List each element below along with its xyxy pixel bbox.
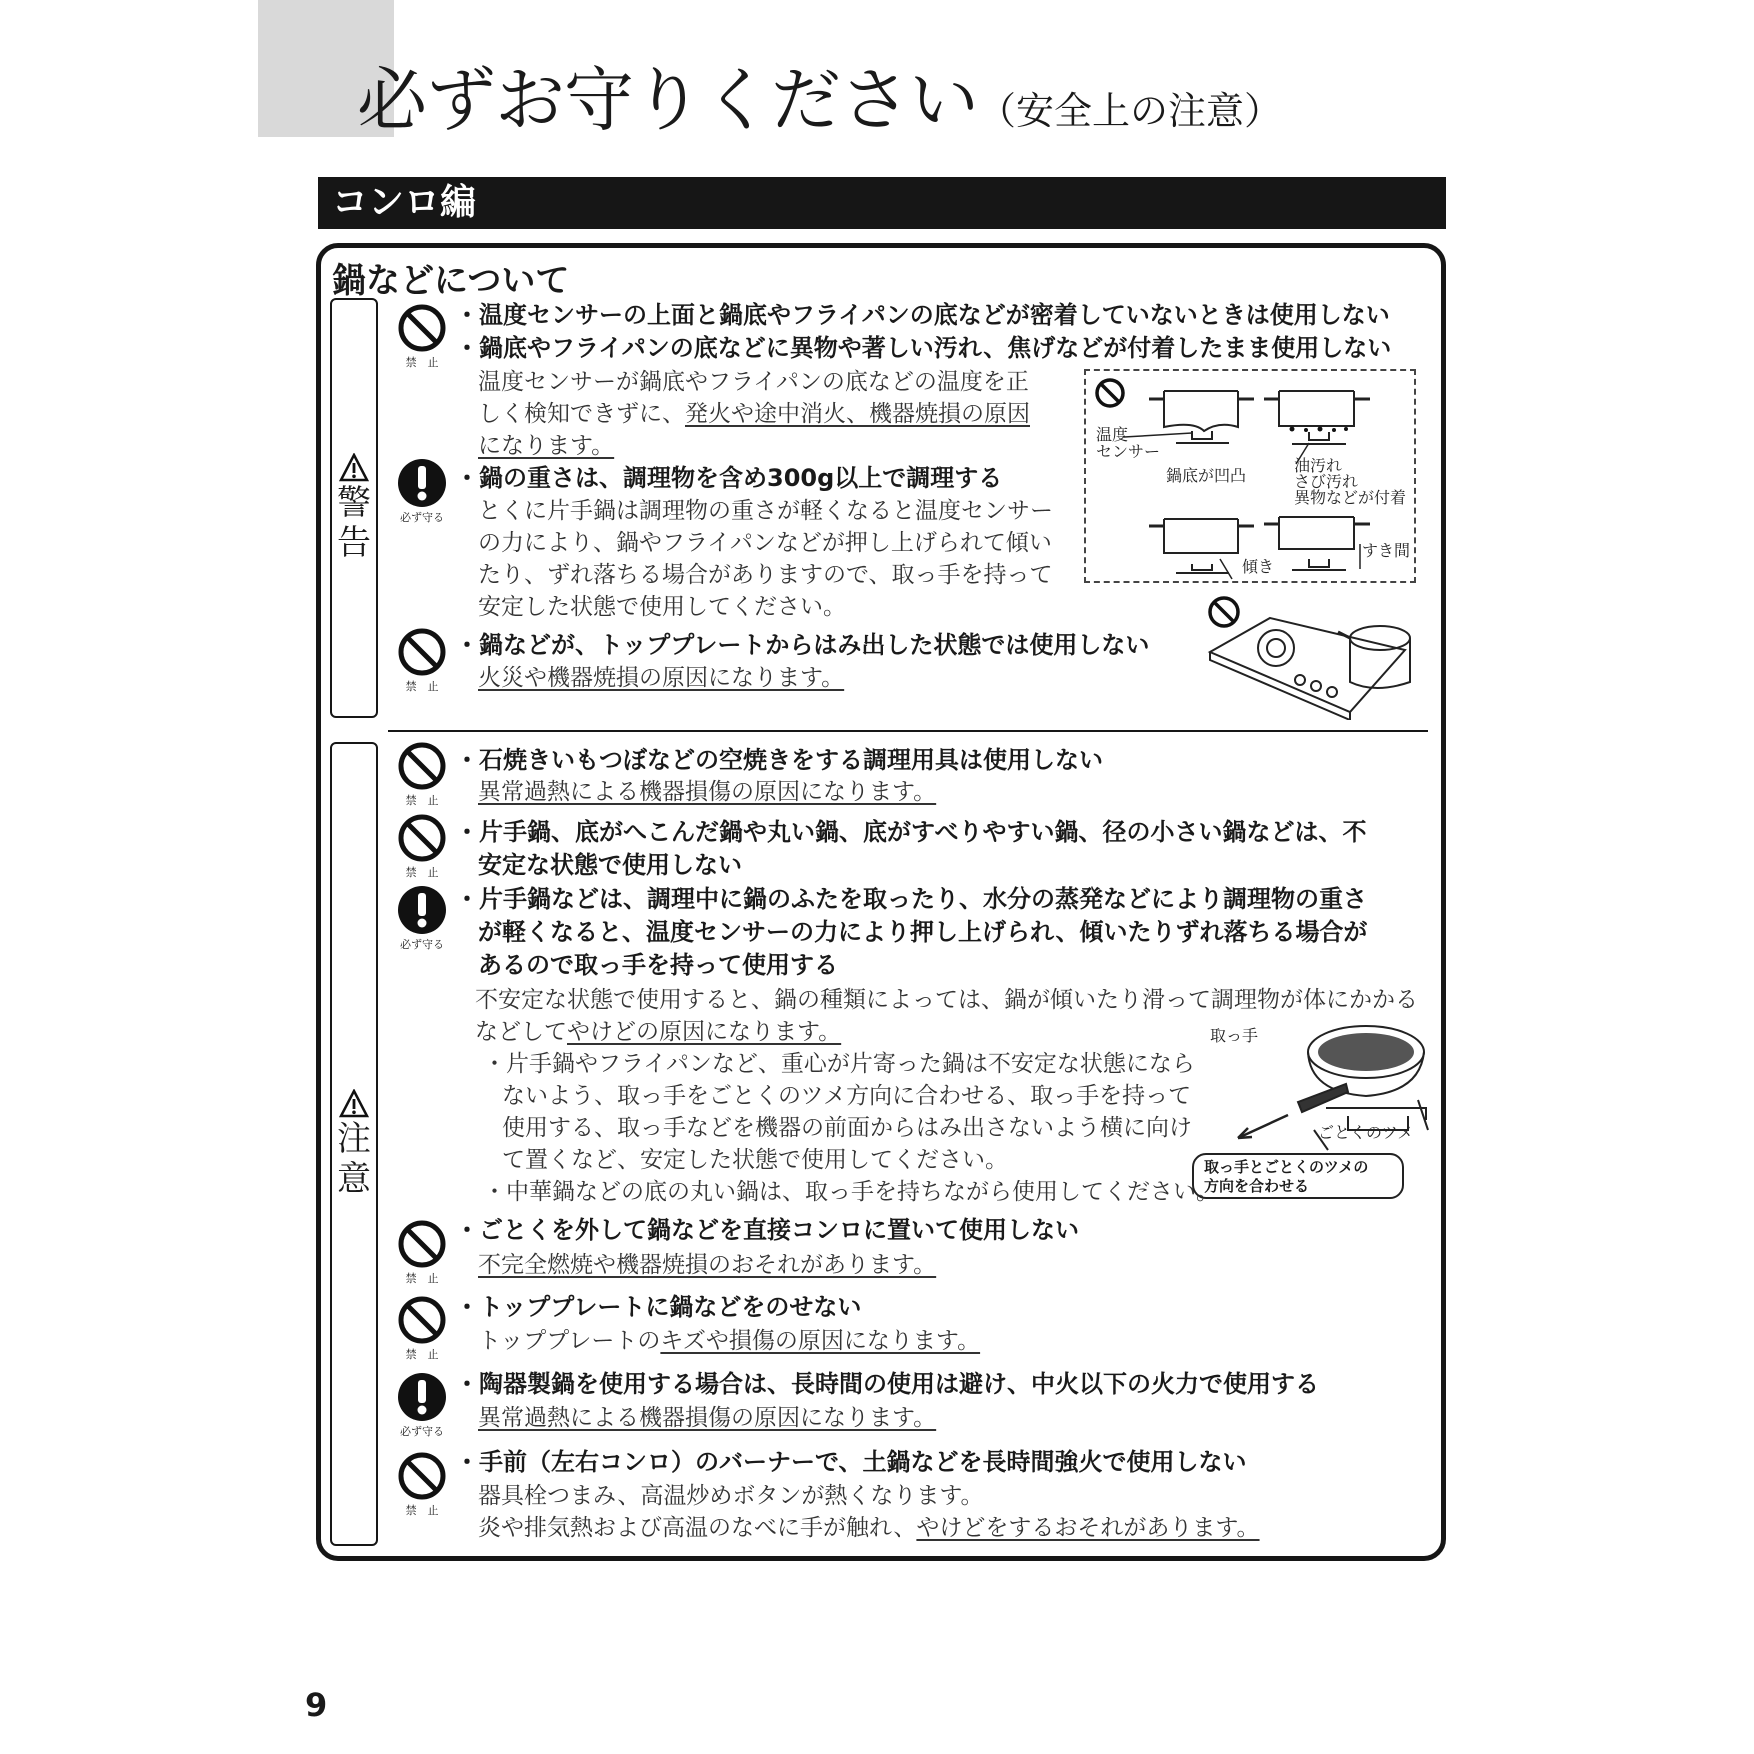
prohibited-mark [393,1219,451,1285]
mandatory-mark [393,885,451,951]
prohibited-caption: 禁 止 [405,1348,439,1361]
tilt-label: 傾き [1242,557,1275,576]
concave-label: 鍋底が凹凸 [1166,466,1247,485]
caution-item-desc: 異常過熱による機器損傷の原因になります。 [478,779,937,805]
warning-item-desc: の力により、鍋やフライパンなどが押し上げられて傾い [478,530,1052,556]
prohibited-mark [393,813,451,879]
prohibited-icon [397,1295,447,1345]
page-subtitle: （安全上の注意） [978,89,1283,133]
sensor-diagram [1084,369,1416,583]
prohibited-mark [393,741,451,807]
handle-direction-illustration [1198,1020,1430,1205]
section-bar: コンロ編 [318,177,1446,229]
caution-item-desc: 不完全燃焼や機器焼損のおそれがあります。 [478,1252,937,1278]
mandatory-icon [397,458,447,508]
mandatory-icon [397,1372,447,1422]
caution-item-title: ・トッププレートに鍋などをのせない [455,1293,862,1321]
warning-item-desc: しく検知できずに、発火や途中消火、機器焼損の原因 [478,401,1030,427]
caution-sub-item: て置くなど、安定した状態で使用してください。 [502,1147,1008,1173]
caution-item-title: ・片手鍋などは、調理中に鍋のふたを取ったり、水分の蒸発などにより調理物の重さ [455,885,1367,913]
warning-item-desc: たり、ずれ落ちる場合がありますので、取っ手を持って [478,562,1053,588]
caution-item-title: ・ごとくを外して鍋などを直接コンロに置いて使用しない [455,1216,1079,1244]
gap-label: すき間 [1362,541,1411,560]
mandatory-mark [393,1372,451,1438]
prohibited-caption: 禁 止 [405,1272,439,1285]
warning-item-desc: 安定した状態で使用してください。 [478,594,846,620]
caution-label: 注意 [337,1119,371,1199]
prohibited-icon [397,813,447,863]
warning-item-title: ・鍋底やフライパンの底などに異物や著しい汚れ、焦げなどが付着したまま使用しない [455,334,1392,362]
prohibited-icon [397,1451,447,1501]
dirt-label: 異物などが付着 [1294,488,1407,507]
prohibited-mark [393,1451,451,1517]
box-heading: 鍋などについて [332,261,570,301]
caution-sub-item: 使用する、取っ手などを機器の前面からはみ出さないよう横に向け [502,1115,1192,1141]
dirt-label: 油汚れ [1294,456,1343,475]
caution-item-title: あるので取っ手を持って使用する [478,951,838,979]
caution-item-desc: 不安定な状態で使用すると、鍋の種類によっては、鍋が傾いたり滑って調理物が体にかかる [475,987,1418,1013]
caution-item-desc: 炎や排気熱および高温のなべに手が触れ、やけどをするおそれがあります。 [478,1515,1260,1541]
caution-sidebar [330,742,378,1546]
prohibited-mark [393,627,451,693]
mandatory-mark [393,458,451,524]
prohibited-caption: 禁 止 [405,356,439,369]
warning-item-title: ・温度センサーの上面と鍋底やフライパンの底などが密着していないときは使用しない [455,301,1390,329]
warning-item-title: ・鍋などが、トッププレートからはみ出した状態では使用しない [455,631,1150,659]
caution-item-title: ・石焼きいもつぼなどの空焼きをする調理用具は使用しない [455,746,1103,774]
section-divider [388,730,1428,732]
sensor-label: センサー [1096,442,1161,461]
handle-label: 取っ手 [1210,1026,1259,1045]
caution-item-desc: 器具栓つまみ、高温炒めボタンが熱くなります。 [478,1483,984,1509]
page-number: 9 [305,1686,328,1724]
warning-item-desc: になります。 [478,433,615,459]
warning-triangle-icon [339,453,369,483]
sensor-label: 温度 [1096,425,1129,444]
overhang-illustration [1200,590,1416,720]
prohibited-caption: 禁 止 [405,680,439,693]
prohibited-icon [397,627,447,677]
dirt-label: さび汚れ [1294,472,1359,491]
warning-item-desc: とくに片手鍋は調理物の重さが軽くなると温度センサー [478,498,1053,524]
claw-label: ごとくのツメ [1318,1123,1414,1142]
warning-label: 警告 [337,483,371,563]
caution-item-title: 安定な状態で使用しない [478,851,742,879]
caution-triangle-icon [339,1089,369,1119]
prohibited-caption: 禁 止 [405,1504,439,1517]
caution-item-desc: などしてやけどの原因になります。 [475,1019,842,1045]
prohibited-icon [397,303,447,353]
warning-item-desc: 火災や機器焼損の原因になります。 [478,665,845,691]
warning-sidebar [330,298,378,718]
caution-item-desc: 異常過熱による機器損傷の原因になります。 [478,1405,937,1431]
caution-item-title: ・片手鍋、底がへこんだ鍋や丸い鍋、底がすべりやすい鍋、径の小さい鍋などは、不 [455,818,1367,846]
warning-item-desc: 温度センサーが鍋底やフライパンの底などの温度を正 [478,369,1029,395]
caution-item-title: ・手前（左右コンロ）のバーナーで、土鍋などを長時間強火で使用しない [455,1448,1247,1476]
prohibited-caption: 禁 止 [405,794,439,807]
caution-sub-item: ないよう、取っ手をごとくのツメ方向に合わせる、取っ手を持って [502,1083,1192,1109]
prohibited-mark [393,1295,451,1361]
warning-item-title: ・鍋の重さは、調理物を含め300g以上で調理する [455,464,1003,492]
prohibited-icon [397,1219,447,1269]
mandatory-caption: 必ず守る [400,511,444,524]
caution-item-title: が軽くなると、温度センサーの力により押し上げられ、傾いたりずれ落ちる場合が [478,918,1368,946]
caution-item-desc: トッププレートのキズや損傷の原因になります。 [478,1328,981,1354]
mandatory-caption: 必ず守る [400,938,444,951]
callout-text: 取っ手とごとくのツメの [1204,1158,1369,1176]
prohibited-icon [397,741,447,791]
page-title: 必ずお守りください（安全上の注意） [357,59,1283,141]
caution-sub-item: ・中華鍋などの底の丸い鍋は、取っ手を持ちながら使用してください。 [483,1179,1219,1205]
prohibited-caption: 禁 止 [405,866,439,879]
overhang-drawing [1200,590,1416,720]
prohibited-mark [393,303,451,369]
callout-text: 方向を合わせる [1204,1177,1310,1195]
mandatory-caption: 必ず守る [400,1425,444,1438]
caution-item-title: ・陶器製鍋を使用する場合は、長時間の使用は避け、中火以下の火力で使用する [455,1370,1319,1398]
mandatory-icon [397,885,447,935]
handle-note-callout [1192,1153,1404,1199]
caution-sub-item: ・片手鍋やフライパンなど、重心が片寄った鍋は不安定な状態になら [483,1051,1195,1077]
